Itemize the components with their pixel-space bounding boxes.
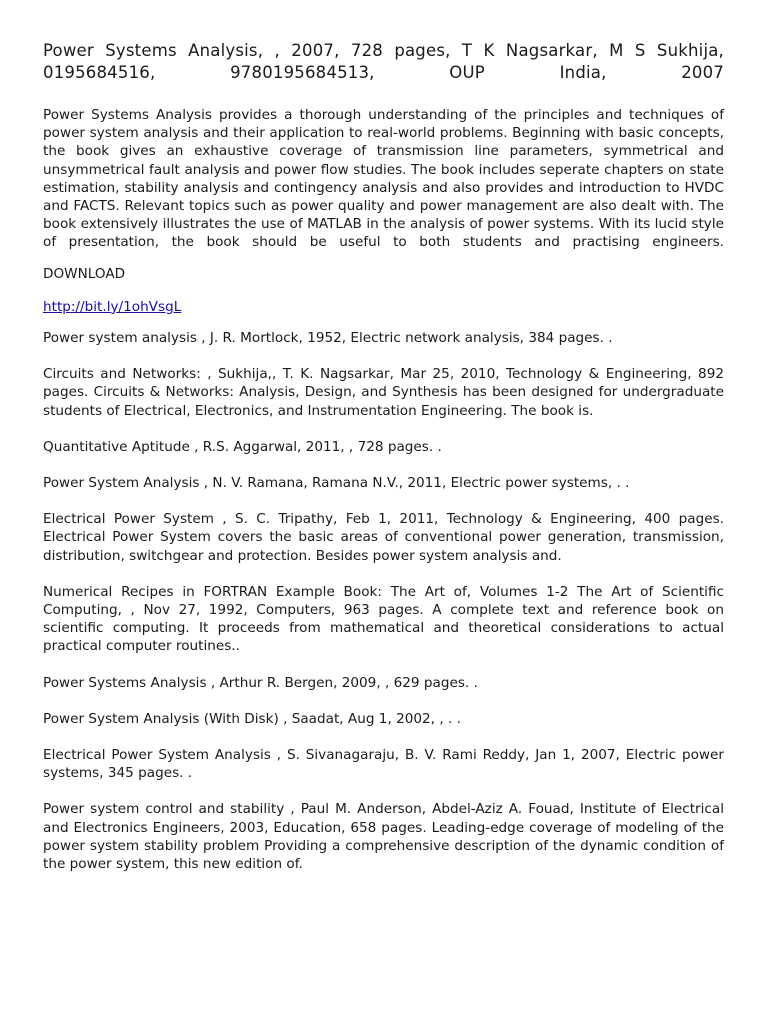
related-entry: Power System Analysis , N. V. Ramana, Ramana N.V., 2011, Electric power systems, . .: [43, 475, 630, 492]
related-entry: Electrical Power System , S. C. Tripathy, Feb 1, 2011, Technology & Engineering, 400 pages. Electrical Power System covers the basic areas of conventional power generation, transmission, distribution, switchgear and protection. Besides power system analysis and.: [43, 511, 724, 564]
related-entry: Numerical Recipes in FORTRAN Example Book: The Art of, Volumes 1-2 The Art of Scientific Computing, , Nov 27, 1992, Computers, 963 pages. A complete text and reference book on scientific computing. It proceeds from mathematical and theoretical considerations to actual practical computer routines..: [43, 583, 724, 655]
book-description: Power Systems Analysis provides a thorough understanding of the principles and techniques of power system analysis and their application to real-world problems. Beginning with basic concepts, the book gives an exhaustive coverage of transmission line parameters, symmetrical and unsymmetrical fault analysis and power flow studies. The book includes seperate chapters on state estimation, stability analysis and contingency analysis and also provides and introduction to HVDC and FACTS. Relevant topics such as power quality and power management are also dealt with. The book extensively illustrates the use of MATLAB in the analysis of power systems. With its lucid style of presentation, the book should be useful to both students and practising engineers.: [43, 107, 724, 251]
related-entry: Quantitative Aptitude , R.S. Aggarwal, 2011, , 728 pages. .: [43, 438, 442, 455]
download-link[interactable]: http://bit.ly/1ohVsgL: [43, 298, 182, 315]
related-entry: Power Systems Analysis , Arthur R. Bergen, 2009, , 629 pages. .: [43, 674, 478, 691]
related-entry: Power system control and stability , Paul M. Anderson, Abdel-Aziz A. Fouad, Institute of Electrical and Electronics Engineers, 2003, Education, 658 pages. Leading-edge coverage of modeling of the power system stability problem Providing a comprehensive description of the dynamic condition of the power system, this new edition of.: [43, 801, 724, 873]
related-entry: Power system analysis , J. R. Mortlock, 1952, Electric network analysis, 384 pages. .: [43, 330, 613, 347]
document-page: [43, 40, 724, 891]
related-entry: Circuits and Networks: , Sukhija,, T. K. Nagsarkar, Mar 25, 2010, Technology & Engineering, 892 pages. Circuits & Networks: Analysis, Design, and Synthesis has been designed for undergraduate students of Electrical, Electronics, and Instrumentation Engineering. The book is.: [43, 366, 724, 419]
related-entry: Electrical Power System Analysis , S. Sivanagaraju, B. V. Rami Reddy, Jan 1, 2007, Electric power systems, 345 pages. .: [43, 747, 724, 782]
related-entry: Power System Analysis (With Disk) , Saadat, Aug 1, 2002, , . .: [43, 710, 461, 727]
document-heading: Power Systems Analysis, , 2007, 728 pages, T K Nagsarkar, M S Sukhija, 0195684516, 9780195684513, OUP India, 2007: [43, 41, 724, 82]
download-label: DOWNLOAD: [43, 265, 126, 282]
